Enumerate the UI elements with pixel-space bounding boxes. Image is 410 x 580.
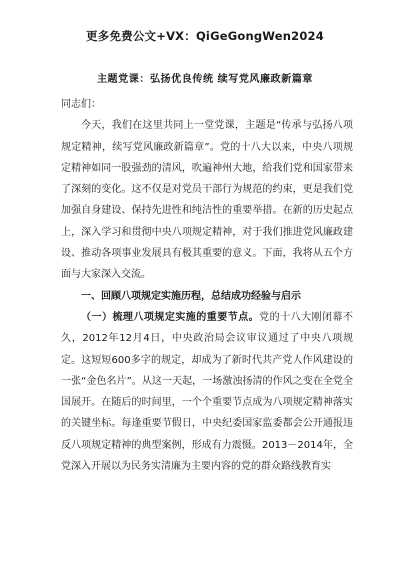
section-heading: 一、回顾八项规定实施历程，总结成功经验与启示 bbox=[81, 290, 301, 302]
document-title: 主题党课：弘扬优良传统 续写党风廉政新篇章 bbox=[96, 74, 314, 85]
subsection-heading: （一）梳理八项规定实施的重要节点。 bbox=[81, 311, 260, 323]
subsection-paragraph bbox=[61, 307, 353, 477]
intro-paragraph: 今天，我们在这里共同上一堂党课，主题是“传承与弘扬八项规定精神，续写党风廉政新篇章”。党的十八大以来，中央八项规定精神如同一股强劲的清风，吹遍神州大地，给我们党和国家带来了深刻的变化。这不仅是对党员干部行为规范的约束，更是我们党加强自身建设、保持先进性和纯洁性的重要举措。在新的历史起点上，深入学习和贯彻中央八项规定精神，对于我们推进党风廉政建设、推动各项事业发展具有极其重要的意义。下面，我将从五个方面与大家深入交流。 bbox=[61, 120, 353, 281]
promo-header: 更多免费公文+VX：QiGeGongWen2024 bbox=[86, 29, 324, 43]
subsection-text: 党的十八大刚闭幕不久，2012年12月4日，中央政治局会议审议通过了中央八项规定。这短短600多字的规定，却成为了新时代共产党人作风建设的一张“金色名片”。从这一天起，一场激浊扬清的作风之变在全党全国展开。在随后的时间里，一个个重要节点成为八项规定精神落实的关键坐标。每逢重要节假日，中央纪委国家监委都会公开通报违反八项规定精神的典型案例，形成有力震慑。2013－2014年，全党深入开展以为民务实清廉为主要内容的党的群众路线教育实 bbox=[61, 311, 354, 473]
salutation: 同志们： bbox=[61, 99, 101, 110]
document-body bbox=[61, 94, 353, 477]
